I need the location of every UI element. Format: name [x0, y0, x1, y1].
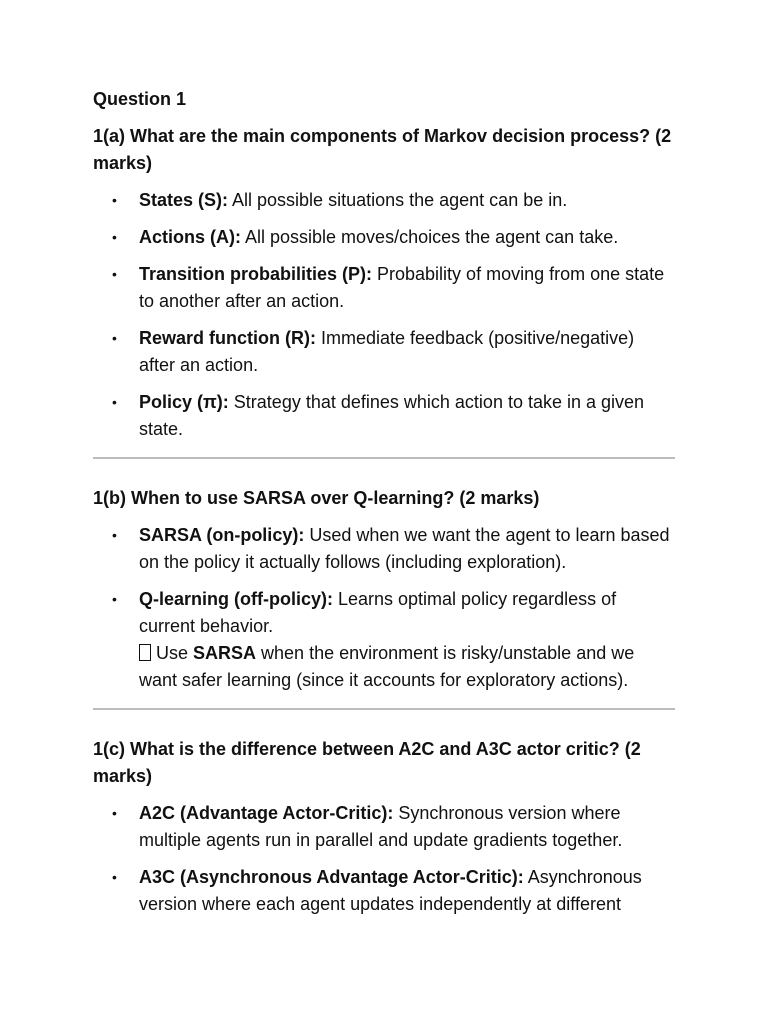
section-divider	[93, 708, 675, 710]
item-text: Asynchronous version where each agent updates independently at different	[139, 867, 642, 914]
item-term: Actions (A):	[139, 227, 241, 247]
item-text: Immediate feedback (positive/negative) after an action.	[139, 328, 635, 375]
item-text: Learns optimal policy regardless of current behavior.	[139, 589, 617, 636]
question-1b-title: 1(b) When to use SARSA over Q-learning? (2 marks)	[93, 488, 540, 508]
item-term: Reward function (R):	[139, 328, 316, 348]
item-text: Synchronous version where multiple agents run in parallel and update gradients together.	[139, 803, 623, 850]
bullet-icon: •	[112, 805, 117, 821]
item-term: Q-learning (off-policy):	[139, 589, 333, 609]
bullet-icon: •	[112, 869, 117, 885]
bullet-icon: •	[112, 330, 117, 346]
question-1b-list	[93, 522, 675, 694]
list-item	[93, 325, 675, 379]
question-1a-title: 1(a) What are the main components of Markov decision process? (2 marks)	[93, 126, 672, 173]
item-term: SARSA (on-policy):	[139, 525, 305, 545]
note-term: SARSA	[193, 643, 257, 663]
list-item	[93, 389, 675, 443]
item-term: A3C (Asynchronous Advantage Actor-Critic):	[139, 867, 524, 887]
question-1c-list	[93, 800, 675, 918]
question-1a-list	[93, 187, 675, 443]
bullet-icon: •	[112, 394, 117, 410]
item-term: Policy (π):	[139, 392, 229, 412]
list-item	[93, 864, 675, 918]
item-text: Probability of moving from one state to another after an action.	[139, 264, 665, 311]
item-text: Used when we want the agent to learn based on the policy it actually follows (including exploration).	[139, 525, 670, 572]
note-line	[139, 640, 675, 694]
note-prefix: Use	[156, 643, 194, 663]
section-divider	[93, 457, 675, 459]
list-item	[93, 586, 675, 694]
item-text: Strategy that defines which action to take in a given state.	[139, 392, 645, 439]
bullet-icon: •	[112, 527, 117, 543]
bullet-icon: •	[112, 591, 117, 607]
question-1c-title: 1(c) What is the difference between A2C and A3C actor critic? (2 marks)	[93, 739, 641, 786]
item-term: Transition probabilities (P):	[139, 264, 373, 284]
item-text: All possible situations the agent can be in.	[228, 190, 568, 210]
list-item	[93, 224, 675, 251]
bullet-icon: •	[112, 229, 117, 245]
note-text: when the environment is risky/unstable and we want safer learning (since it accounts for exploratory actions).	[139, 643, 635, 690]
missing-glyph-icon	[139, 644, 151, 661]
item-text: All possible moves/choices the agent can take.	[241, 227, 619, 247]
bullet-icon: •	[112, 192, 117, 208]
bullet-icon: •	[112, 266, 117, 282]
list-item	[93, 187, 675, 214]
item-term: States (S):	[139, 190, 229, 210]
list-item	[93, 261, 675, 315]
list-item	[93, 800, 675, 854]
list-item	[93, 522, 675, 576]
item-term: A2C (Advantage Actor-Critic):	[139, 803, 394, 823]
document-page	[93, 86, 675, 928]
question-heading: Question 1	[93, 89, 187, 109]
